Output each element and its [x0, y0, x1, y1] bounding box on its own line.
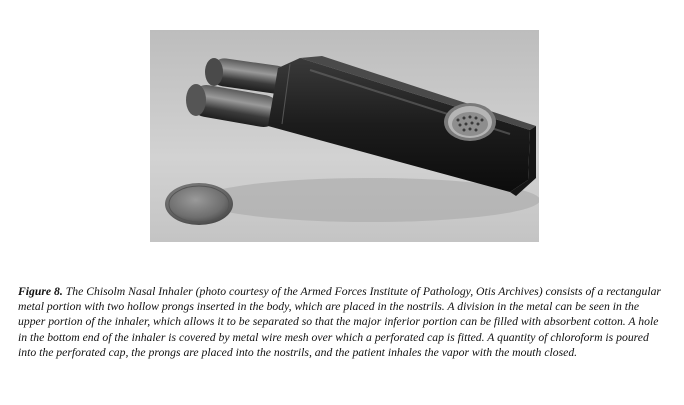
figure-caption — [18, 284, 668, 360]
figure-caption-text: The Chisolm Nasal Inhaler (photo courtesy of the Armed Forces Institute of Pathology, Otis Archives) consists of a rectangular metal portion with two hollow prongs inserted in the body, which are placed in the nostrils. A division in the metal can be seen in the upper portion of the inhaler, which allows it to be separated so that the major inferior portion can be filled with absorbent cotton. A hole in the bottom end of the inhaler is covered by metal wire mesh over which a perforated cap is fitted. A quantity of chloroform is poured into the perforated cap, the prongs are placed into the nostrils, and the patient inhales the vapor with the mouth closed. — [18, 285, 661, 359]
inhaler-photo — [150, 30, 539, 242]
figure-label: Figure 8. — [18, 285, 63, 298]
